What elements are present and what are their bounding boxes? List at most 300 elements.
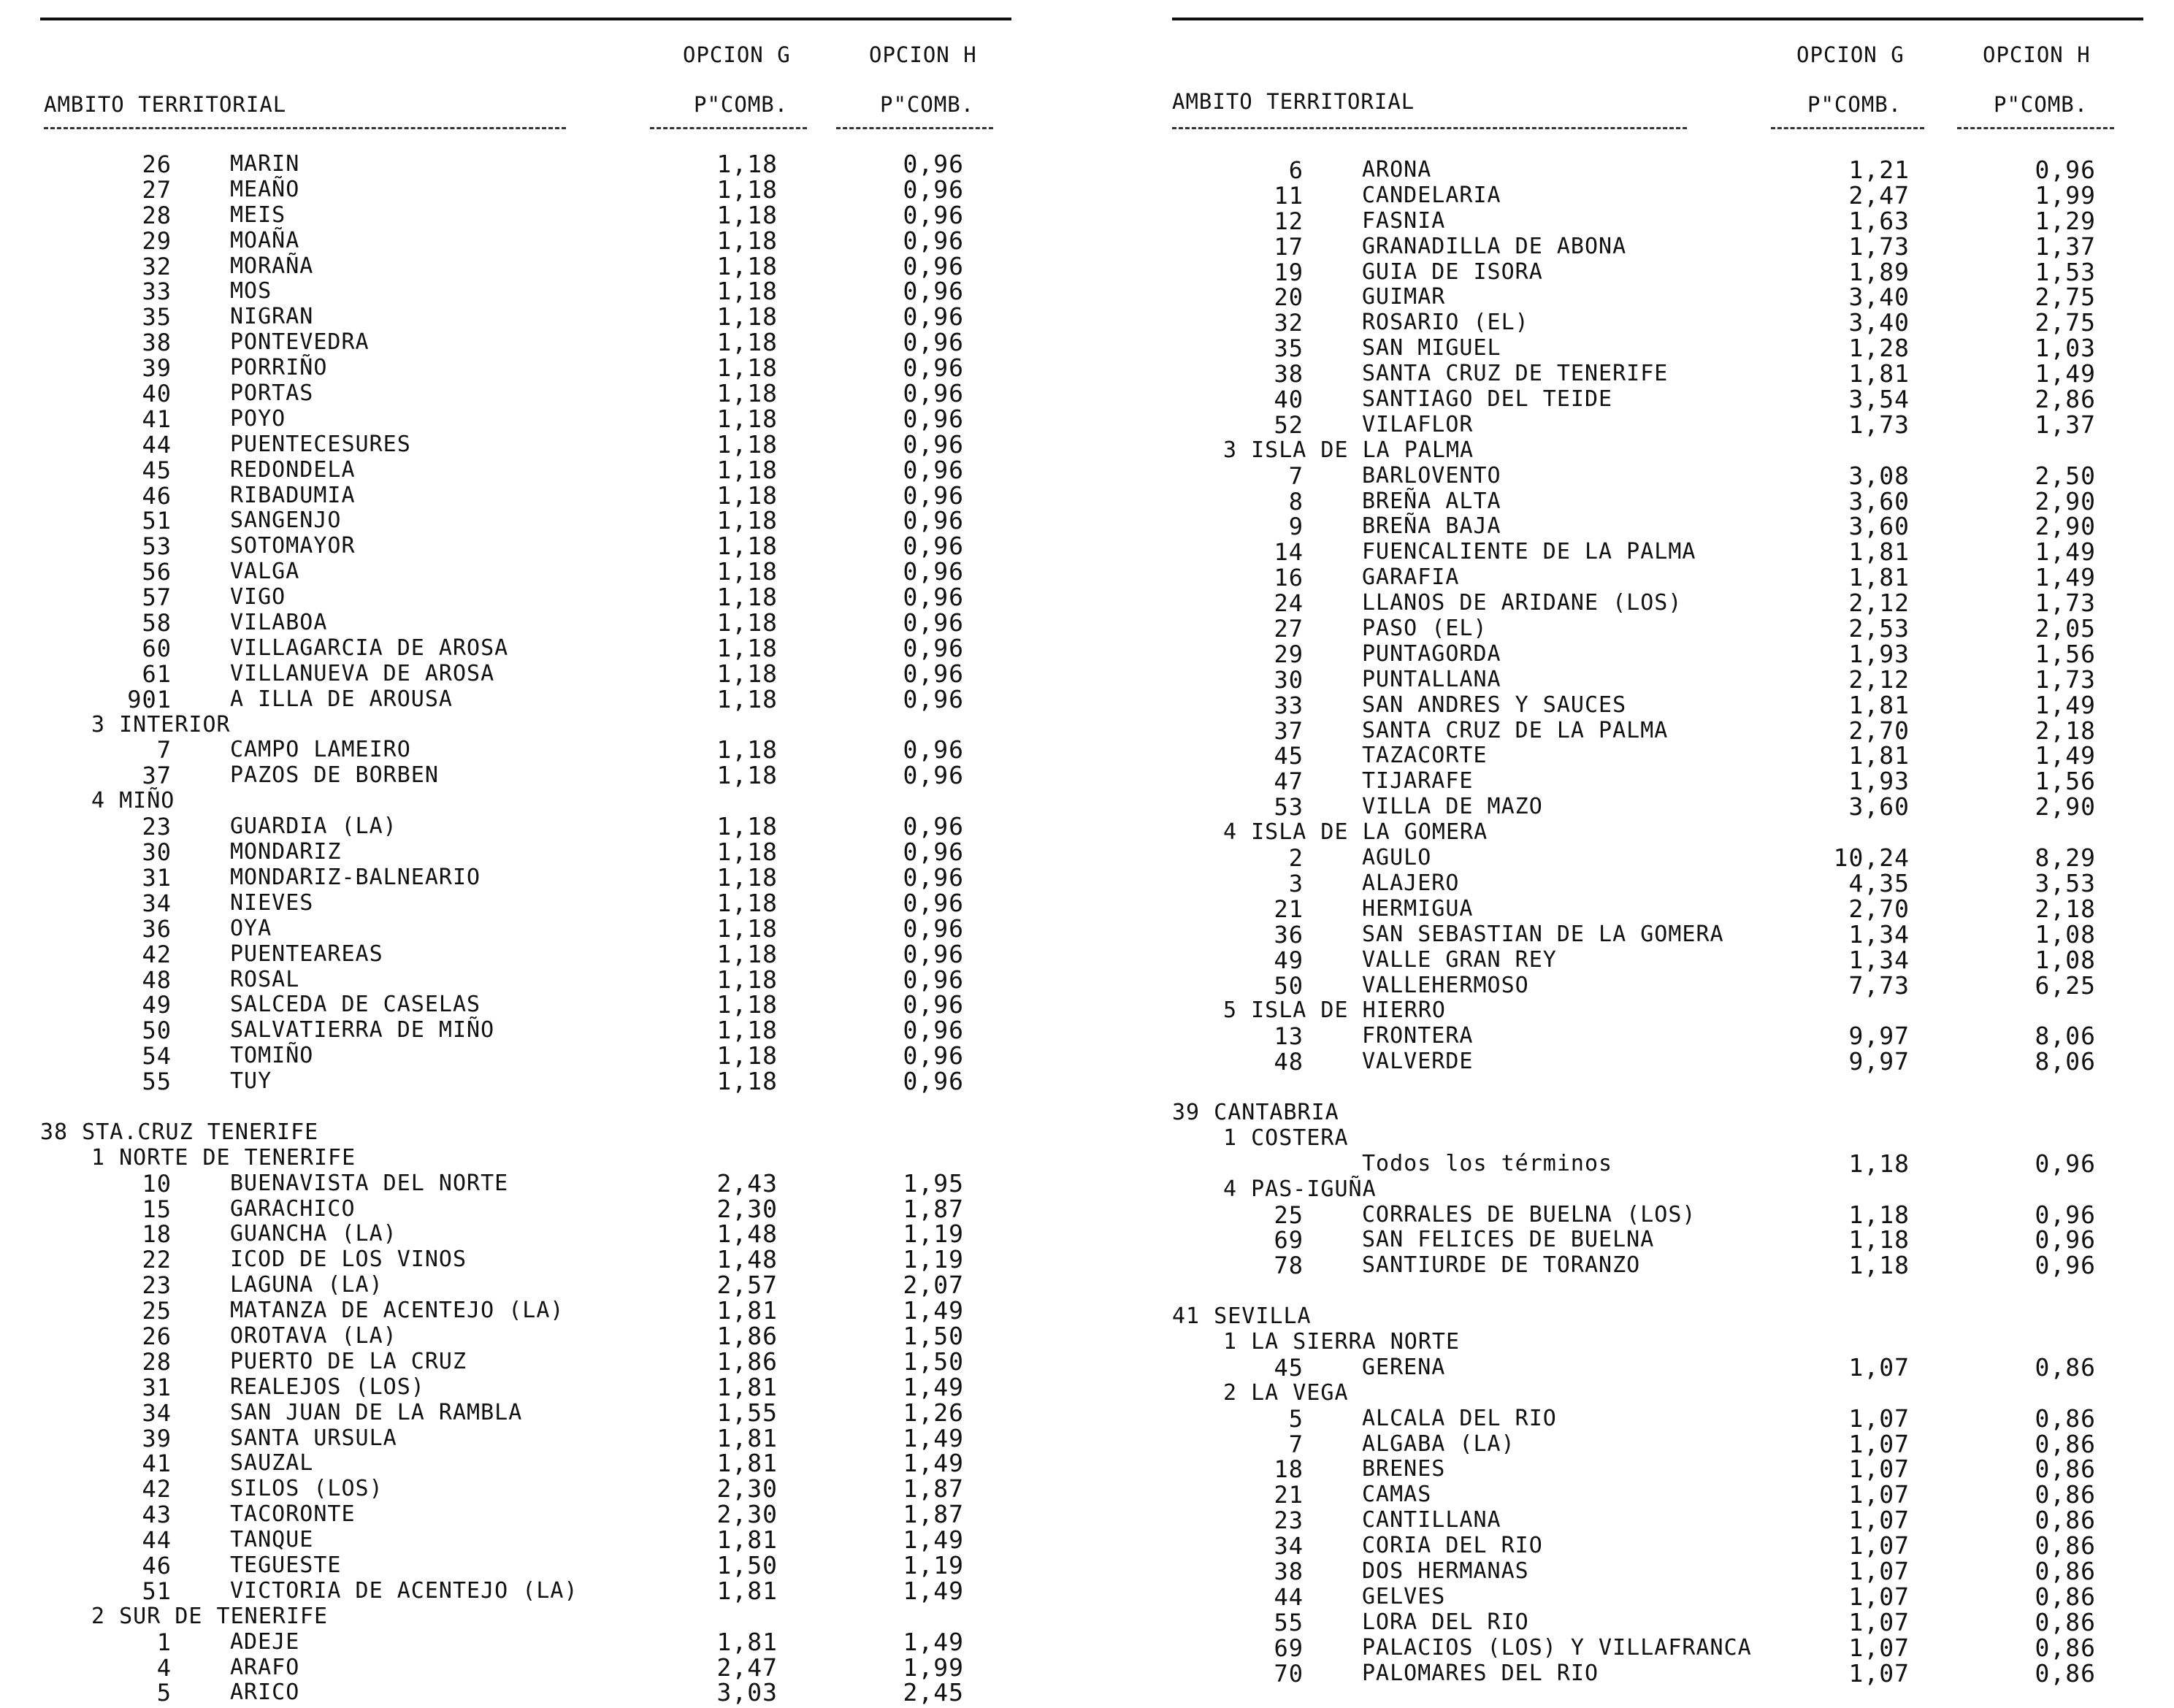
municipality-row: [1172, 310, 2143, 336]
municipality-name: VILABOA: [230, 610, 328, 636]
opcion-h-value: 1,49: [2035, 359, 2096, 388]
municipality-code: 19: [1274, 258, 1304, 286]
opcion-g-value: 3,40: [1848, 283, 1910, 312]
comarca-heading: [1172, 438, 2143, 464]
opcion-g-value: 1,07: [1848, 1582, 1910, 1611]
municipality-name: ALCALA DEL RIO: [1362, 1405, 1557, 1431]
municipality-name: PORTAS: [230, 380, 314, 407]
opcion-h-value: 0,96: [903, 455, 964, 484]
pcomb-g-header: P"COMB.: [694, 92, 789, 117]
comarca-label: 2 SUR DE TENERIFE: [91, 1603, 329, 1629]
municipality-code: 37: [142, 762, 172, 790]
blank-row: [40, 1095, 1011, 1120]
opcion-g-value: 2,57: [716, 1271, 778, 1300]
opcion-g-value: 1,18: [1848, 1200, 1910, 1229]
municipality-name: OYA: [230, 915, 272, 941]
opcion-g-value: 1,55: [716, 1398, 778, 1427]
municipality-row: [1172, 486, 2143, 516]
opcion-h-value: 0,96: [903, 990, 964, 1019]
comarca-label: 2 LA VEGA: [1223, 1379, 1349, 1406]
municipality-row: [40, 1576, 1011, 1605]
municipality-name: SALCEDA DE CASELAS: [230, 992, 481, 1018]
municipality-code: 21: [1274, 895, 1304, 923]
opcion-g-value: 1,86: [716, 1321, 778, 1350]
municipality-row: [1172, 639, 2143, 668]
opcion-h-value: 1,95: [903, 1168, 964, 1198]
municipality-name: CANTILLANA: [1362, 1507, 1501, 1533]
opcion-h-value: 0,86: [2035, 1658, 2096, 1688]
municipality-row: [1172, 794, 2143, 820]
municipality-code: 48: [1274, 1048, 1304, 1076]
municipality-name: MONDARIZ-BALNEARIO: [230, 864, 481, 890]
municipality-row: [40, 1372, 1011, 1401]
opcion-g-value: 10,24: [1833, 843, 1910, 873]
municipality-name: SALVATIERRA DE MIÑO: [230, 1017, 495, 1043]
municipality-code: 1: [156, 1628, 172, 1656]
opcion-h-value: 1,50: [903, 1347, 964, 1376]
opcion-h-value: 0,96: [903, 532, 964, 561]
municipality-code: 36: [142, 914, 172, 943]
opcion-g-value: 2,70: [1848, 894, 1910, 923]
opcion-h-value: 2,07: [903, 1271, 964, 1300]
opcion-h-value: 0,86: [2035, 1633, 2096, 1662]
opcion-h-value: 0,96: [903, 226, 964, 255]
comarca-label: 5 ISLA DE HIERRO: [1223, 997, 1446, 1024]
municipality-code: 46: [142, 481, 172, 510]
opcion-h-value: 0,96: [903, 965, 964, 994]
municipality-row: [40, 1349, 1011, 1375]
opcion-h-value: 0,96: [903, 379, 964, 408]
municipality-row: [40, 251, 1011, 280]
province-heading: [40, 1120, 1011, 1146]
municipality-name: SAN FELICES DE BUELNA: [1362, 1227, 1655, 1253]
opcion-g-value: 1,07: [1848, 1633, 1910, 1662]
municipality-code: 51: [142, 1577, 172, 1605]
municipality-code: 15: [142, 1195, 172, 1223]
opcion-g-header: OPCION G: [683, 42, 791, 67]
opcion-g-value: 1,18: [716, 608, 778, 637]
municipality-name: SAN JUAN DE LA RAMBLA: [230, 1399, 523, 1425]
municipality-name: POYO: [230, 405, 286, 432]
municipality-row: [1172, 1049, 2143, 1075]
municipality-name: MOAÑA: [230, 227, 300, 253]
municipality-name: VALGA: [230, 559, 300, 585]
municipality-row: [40, 429, 1011, 459]
municipality-code: 52: [1274, 410, 1304, 439]
opcion-h-value: 1,49: [2035, 690, 2096, 719]
opcion-h-value: 1,87: [903, 1500, 964, 1529]
municipality-row: [1172, 1508, 2143, 1533]
comarca-label: 1 NORTE DE TENERIFE: [91, 1144, 356, 1171]
comarca-heading: [1172, 1330, 2143, 1355]
ambito-header: AMBITO TERRITORIAL: [1172, 89, 1415, 114]
header-dash: [650, 127, 807, 129]
comarca-heading: [40, 789, 1011, 814]
municipality-row: [40, 404, 1011, 433]
municipality-row: [40, 1168, 1011, 1198]
opcion-g-value: 1,50: [716, 1550, 778, 1579]
opcion-g-value: 4,35: [1848, 868, 1910, 897]
municipality-code: 34: [142, 1398, 172, 1427]
opcion-h-value: 0,96: [903, 404, 964, 433]
municipality-code: 34: [1274, 1532, 1304, 1560]
municipality-code: 49: [1274, 946, 1304, 974]
municipality-code: 38: [1274, 1557, 1304, 1585]
municipality-code: 24: [1274, 589, 1304, 618]
municipality-row: [40, 1219, 1011, 1249]
municipality-code: 57: [142, 583, 172, 612]
opcion-g-header: OPCION G: [1796, 42, 1905, 67]
municipality-row: [40, 1194, 1011, 1223]
municipality-row: [40, 1043, 1011, 1069]
opcion-g-value: 1,81: [1848, 741, 1910, 770]
opcion-g-value: 1,18: [716, 226, 778, 255]
municipality-row: [1172, 970, 2143, 1000]
municipality-row: [1172, 1607, 2143, 1636]
municipality-name: NIGRAN: [230, 304, 314, 330]
municipality-name: CANDELARIA: [1362, 182, 1501, 208]
municipality-name: DOS HERMANAS: [1362, 1558, 1529, 1584]
municipality-row: [1172, 690, 2143, 719]
opcion-h-value: 0,86: [2035, 1403, 2096, 1433]
ambito-header: AMBITO TERRITORIAL: [44, 92, 287, 117]
municipality-name: SANTIAGO DEL TEIDE: [1362, 386, 1613, 413]
municipality-name: ARONA: [1362, 157, 1432, 183]
municipality-name: BRENES: [1362, 1456, 1446, 1482]
municipality-row: [40, 381, 1011, 407]
opcion-g-value: 1,93: [1848, 639, 1910, 668]
municipality-row: [40, 559, 1011, 585]
opcion-g-value: 1,07: [1848, 1352, 1910, 1382]
municipality-code: 20: [1274, 283, 1304, 312]
opcion-h-value: 0,96: [903, 659, 964, 688]
municipality-row: [40, 659, 1011, 688]
municipality-name: SANTA URSULA: [230, 1425, 397, 1451]
municipality-name: NIEVES: [230, 889, 314, 916]
opcion-h-value: 1,53: [2035, 257, 2096, 286]
opcion-h-value: 2,05: [2035, 614, 2096, 643]
opcion-h-value: 1,19: [903, 1550, 964, 1579]
opcion-h-value: 0,96: [903, 812, 964, 841]
municipality-code: 37: [1274, 716, 1304, 745]
opcion-h-value: 0,96: [903, 328, 964, 357]
opcion-h-value: 1,87: [903, 1474, 964, 1504]
municipality-row: [1172, 1633, 2143, 1662]
opcion-h-value: 0,96: [903, 1016, 964, 1045]
municipality-code: 7: [156, 736, 172, 765]
municipality-code: 33: [142, 277, 172, 306]
municipality-code: 10: [142, 1169, 172, 1198]
opcion-h-value: 0,96: [903, 353, 964, 383]
opcion-h-value: 0,96: [903, 480, 964, 510]
municipality-name: GUIMAR: [1362, 284, 1446, 310]
municipality-name: LLANOS DE ARIDANE (LOS): [1362, 590, 1683, 616]
municipality-code: 41: [142, 405, 172, 433]
municipality-row: [1172, 1149, 2143, 1178]
opcion-g-value: 1,18: [716, 914, 778, 943]
opcion-h-value: 0,86: [2035, 1429, 2096, 1458]
opcion-h-value: 1,49: [2035, 741, 2096, 770]
opcion-g-value: 3,60: [1848, 792, 1910, 822]
municipality-name: LAGUNA (LA): [230, 1272, 383, 1298]
municipality-code: 32: [142, 252, 172, 280]
opcion-h-value: 8,06: [2035, 1022, 2096, 1051]
municipality-row: [1172, 231, 2143, 261]
opcion-g-value: 1,81: [1848, 537, 1910, 567]
opcion-h-value: 1,73: [2035, 589, 2096, 618]
opcion-g-value: 1,18: [716, 888, 778, 917]
municipality-row: [40, 1655, 1011, 1681]
municipality-code: 30: [142, 838, 172, 867]
opcion-h-value: 0,96: [903, 684, 964, 713]
municipality-name: VALVERDE: [1362, 1049, 1474, 1075]
opcion-h-value: 1,56: [2035, 639, 2096, 668]
municipality-name: ROSAL: [230, 966, 300, 992]
municipality-row: [1172, 616, 2143, 642]
municipality-row: [40, 1321, 1011, 1350]
opcion-g-value: 1,18: [716, 1041, 778, 1071]
municipality-name: MEIS: [230, 202, 286, 228]
municipality-row: [1172, 336, 2143, 361]
municipality-code: 46: [142, 1551, 172, 1579]
blank-row: [1172, 1075, 2143, 1100]
opcion-g-value: 2,47: [716, 1653, 778, 1682]
opcion-g-value: 1,18: [716, 353, 778, 383]
municipality-name: GELVES: [1362, 1583, 1446, 1609]
opcion-h-value: 1,19: [903, 1245, 964, 1274]
municipality-name: VALLE GRAN REY: [1362, 946, 1557, 973]
province-heading: [1172, 1304, 2143, 1330]
opcion-g-value: 1,18: [716, 838, 778, 867]
opcion-g-value: 1,81: [716, 1576, 778, 1605]
opcion-g-value: 1,86: [716, 1347, 778, 1376]
municipality-code: 22: [142, 1246, 172, 1274]
municipality-name: PASO (EL): [1362, 616, 1488, 642]
opcion-g-value: 1,18: [716, 455, 778, 484]
municipality-row: [40, 916, 1011, 942]
opcion-h-value: 0,96: [903, 302, 964, 332]
opcion-h-header: OPCION H: [869, 42, 977, 67]
municipality-name: OROTAVA (LA): [230, 1322, 397, 1349]
municipality-name: VILLANUEVA DE AROSA: [230, 660, 495, 686]
pcomb-h-header: P"COMB.: [880, 92, 975, 117]
municipality-name: VILLA DE MAZO: [1362, 794, 1543, 820]
opcion-h-value: 0,96: [2035, 1225, 2096, 1255]
opcion-g-value: 1,18: [716, 175, 778, 204]
municipality-code: 38: [142, 329, 172, 357]
municipality-row: [1172, 868, 2143, 897]
opcion-h-value: 0,86: [2035, 1506, 2096, 1535]
municipality-row: [1172, 387, 2143, 413]
opcion-g-value: 1,18: [716, 251, 778, 280]
municipality-code: 26: [142, 1322, 172, 1350]
municipality-code: 36: [1274, 920, 1304, 949]
municipality-row: [40, 1550, 1011, 1579]
municipality-name: PUENTEAREAS: [230, 941, 383, 967]
opcion-g-value: 1,81: [716, 1449, 778, 1478]
opcion-g-value: 1,81: [1848, 359, 1910, 388]
municipality-row: [1172, 537, 2143, 567]
opcion-g-value: 1,18: [716, 659, 778, 688]
opcion-h-value: 0,96: [2035, 1200, 2096, 1229]
municipality-row: [40, 684, 1011, 713]
table-body: [40, 152, 1011, 1706]
opcion-g-value: 9,97: [1848, 1022, 1910, 1051]
comarca-heading: [40, 1146, 1011, 1171]
comarca-label: 4 PAS-IGUÑA: [1223, 1176, 1377, 1202]
province-label: 38 STA.CRUZ TENERIFE: [40, 1119, 319, 1145]
municipality-name: TACORONTE: [230, 1501, 356, 1528]
municipality-row: [40, 633, 1011, 662]
table-body: [1172, 158, 2143, 1686]
opcion-g-value: 1,73: [1848, 410, 1910, 439]
opcion-g-value: 3,60: [1848, 512, 1910, 541]
opcion-h-value: 1,49: [903, 1627, 964, 1656]
opcion-h-value: 1,19: [903, 1219, 964, 1249]
municipality-row: [40, 763, 1011, 789]
municipality-name: FRONTERA: [1362, 1023, 1474, 1049]
municipality-row: [1172, 769, 2143, 794]
municipality-code: 29: [1274, 640, 1304, 668]
opcion-h-value: 3,53: [2035, 868, 2096, 897]
municipality-name: TIJARAFE: [1362, 768, 1474, 794]
opcion-g-value: 2,12: [1848, 589, 1910, 618]
opcion-g-value: 1,81: [716, 1423, 778, 1452]
municipality-row: [1172, 410, 2143, 439]
municipality-code: 42: [142, 940, 172, 968]
municipality-name: BREÑA BAJA: [1362, 513, 1501, 540]
opcion-g-value: 1,81: [716, 1372, 778, 1401]
comarca-label: 3 ISLA DE LA PALMA: [1223, 437, 1474, 463]
comarca-label: 4 MIÑO: [91, 788, 175, 814]
opcion-h-value: 0,96: [903, 175, 964, 204]
opcion-g-value: 2,30: [716, 1500, 778, 1529]
municipality-row: [40, 353, 1011, 383]
municipality-code: 11: [1274, 181, 1304, 210]
municipality-code: 34: [142, 889, 172, 917]
municipality-name: SILOS (LOS): [230, 1476, 383, 1502]
opcion-g-value: 1,18: [716, 633, 778, 662]
top-rule: [1172, 18, 2143, 20]
opcion-g-value: 9,97: [1848, 1047, 1910, 1076]
municipality-name: ICOD DE LOS VINOS: [230, 1246, 467, 1273]
municipality-row: [40, 939, 1011, 968]
municipality-row: [40, 1680, 1011, 1706]
opcion-g-value: 1,07: [1848, 1455, 1910, 1484]
opcion-h-value: 0,86: [2035, 1531, 2096, 1560]
municipality-code: 16: [1274, 564, 1304, 592]
municipality-code: 50: [1274, 971, 1304, 1000]
municipality-row: [40, 1451, 1011, 1477]
municipality-code: 38: [1274, 360, 1304, 388]
opcion-h-header: OPCION H: [1983, 42, 2091, 67]
municipality-code: 50: [142, 1016, 172, 1045]
municipality-row: [40, 1247, 1011, 1273]
opcion-h-value: 0,96: [2035, 1251, 2096, 1280]
municipality-name: PUENTECESURES: [230, 431, 411, 457]
municipality-row: [40, 152, 1011, 177]
municipality-name: CAMPO LAMEIRO: [230, 737, 411, 763]
municipality-row: [1172, 1429, 2143, 1458]
municipality-code: 21: [1274, 1481, 1304, 1509]
opcion-h-value: 0,96: [903, 1067, 964, 1096]
municipality-name: SAN MIGUEL: [1362, 335, 1501, 361]
municipality-name: TOMIÑO: [230, 1043, 314, 1069]
municipality-code: 35: [1274, 334, 1304, 363]
opcion-g-value: 1,18: [716, 1067, 778, 1096]
comarca-heading: [1172, 1126, 2143, 1152]
opcion-g-value: 1,18: [716, 302, 778, 332]
municipality-row: [40, 455, 1011, 484]
opcion-h-value: 0,86: [2035, 1352, 2096, 1382]
comarca-heading: [1172, 1381, 2143, 1406]
opcion-g-value: 1,18: [716, 480, 778, 510]
opcion-g-value: 1,18: [716, 761, 778, 790]
municipality-code: 7: [1288, 1430, 1304, 1458]
opcion-g-value: 1,18: [716, 965, 778, 994]
header-dash: [1771, 127, 1924, 129]
opcion-g-value: 3,03: [716, 1678, 778, 1707]
opcion-h-value: 0,96: [903, 838, 964, 867]
municipality-row: [1172, 361, 2143, 387]
municipality-name: SAN SEBASTIAN DE LA GOMERA: [1362, 921, 1724, 947]
municipality-row: [40, 480, 1011, 510]
municipality-code: 9: [1288, 513, 1304, 541]
municipality-name: PUNTALLANA: [1362, 666, 1501, 692]
opcion-g-value: 1,18: [1848, 1225, 1910, 1255]
opcion-g-value: 2,53: [1848, 614, 1910, 643]
municipality-code: 18: [1274, 1455, 1304, 1484]
opcion-h-value: 0,96: [903, 888, 964, 917]
municipality-code: 47: [1274, 767, 1304, 796]
opcion-h-value: 1,08: [2035, 919, 2096, 949]
municipality-name: MARIN: [230, 151, 300, 177]
municipality-code: 39: [142, 354, 172, 383]
opcion-h-value: 1,56: [2035, 767, 2096, 796]
opcion-g-value: 1,07: [1848, 1531, 1910, 1560]
header-dash: [44, 127, 566, 129]
opcion-g-value: 1,18: [716, 506, 778, 535]
opcion-g-value: 1,07: [1848, 1429, 1910, 1458]
municipality-row: [1172, 1225, 2143, 1255]
municipality-code: 45: [1274, 742, 1304, 770]
municipality-name: PALACIOS (LOS) Y VILLAFRANCA: [1362, 1634, 1752, 1661]
municipality-code: 40: [1274, 386, 1304, 414]
municipality-name: GARAFIA: [1362, 564, 1460, 591]
municipality-code: 53: [142, 532, 172, 561]
opcion-g-value: 1,48: [716, 1245, 778, 1274]
municipality-code: 25: [142, 1297, 172, 1325]
opcion-g-value: 1,81: [716, 1627, 778, 1656]
municipality-name: Todos los términos: [1362, 1150, 1613, 1176]
opcion-h-value: 0,96: [2035, 1149, 2096, 1178]
municipality-row: [40, 1273, 1011, 1298]
municipality-row: [40, 814, 1011, 840]
opcion-h-value: 0,96: [903, 761, 964, 790]
municipality-code: 2: [1288, 844, 1304, 873]
municipality-name: CAMAS: [1362, 1482, 1432, 1508]
municipality-name: VICTORIA DE ACENTEJO (LA): [230, 1577, 578, 1604]
municipality-name: FASNIA: [1362, 207, 1446, 234]
municipality-name: LORA DEL RIO: [1362, 1609, 1529, 1635]
municipality-code: 28: [142, 201, 172, 229]
municipality-row: [40, 1474, 1011, 1504]
municipality-name: PUERTO DE LA CRUZ: [230, 1348, 467, 1374]
municipality-row: [1172, 1352, 2143, 1382]
municipality-name: AGULO: [1362, 845, 1432, 871]
municipality-row: [40, 200, 1011, 229]
municipality-name: TAZACORTE: [1362, 743, 1488, 769]
